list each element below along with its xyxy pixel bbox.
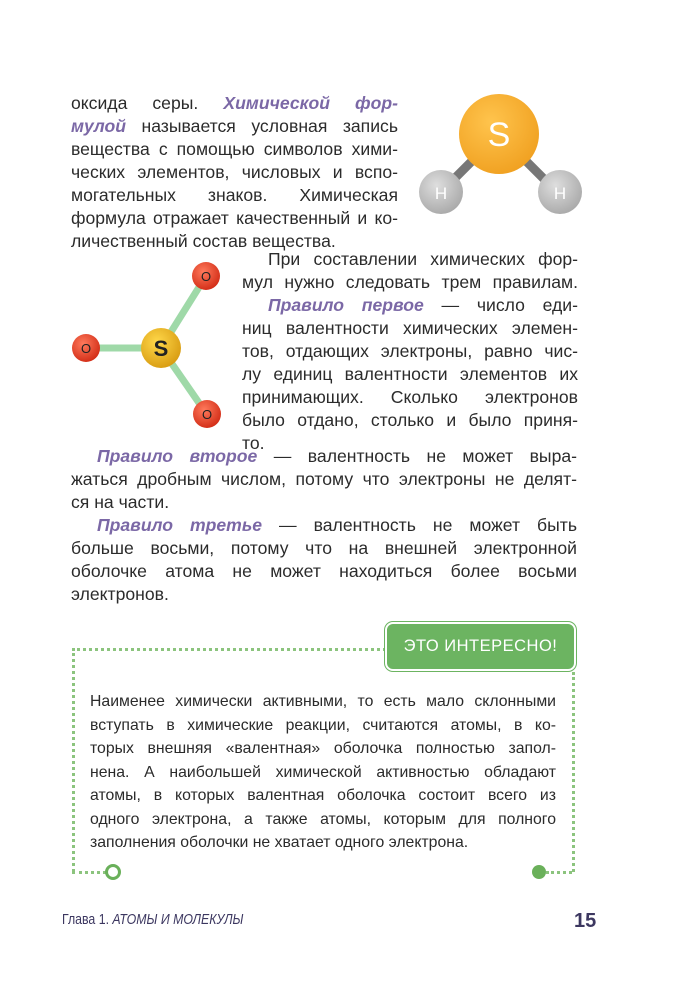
interesting-text (90, 690, 556, 855)
text-line: лу единиц валентности элементов их (242, 364, 578, 384)
h2s-molecule-illustration (414, 84, 584, 224)
text-line: личественный состав вещества. (71, 231, 336, 251)
svg-text:O: O (200, 269, 212, 284)
text-line: атомы, в которых валентная оболочка состоит всего из (90, 787, 556, 804)
svg-text:H: H (553, 184, 567, 203)
text-line: ниц валентности химических элемен- (242, 318, 578, 338)
chapter-title: АТОМЫ И МОЛЕКУЛЫ (112, 912, 244, 928)
footer-chapter (62, 912, 243, 928)
dotted-border-bottom-left (72, 871, 106, 874)
text-line: жаться дробным числом, потому что электроны не делят- (71, 469, 577, 489)
svg-text:O: O (80, 341, 92, 356)
text-line: тов, отдающих электроны, равно чис- (242, 341, 578, 361)
dotted-border-left (72, 648, 75, 872)
chapter-label: Глава 1. (62, 912, 110, 928)
text-line: одного электрона, а также атомы, которым для полного (90, 810, 556, 828)
rule-1-first-line: Правило первое — число еди- (268, 295, 578, 315)
text-line: оксида серы. Химической фор- (71, 93, 398, 113)
text-line: ся на части. (71, 492, 170, 512)
term-highlight: Правило третье (97, 515, 263, 535)
term-highlight: Правило второе (97, 446, 258, 466)
text-line: то. (242, 433, 265, 453)
page-number: 15 (574, 910, 597, 932)
text-line: могательных знаков. Химическая (71, 185, 398, 205)
text-line: заполнения оболочки не хватает одного электрона. (90, 834, 469, 851)
so3-molecule-illustration (66, 258, 246, 438)
text-line: торых внешняя «валентная» оболочка полностью запол- (90, 740, 556, 757)
text-line: Наименее химически активными, то есть мало склонными (90, 693, 556, 710)
text-line: мул нужно следовать трем правилам. (242, 272, 578, 292)
text-line: больше восьми, потому что на внешней электронной (71, 538, 577, 558)
term-highlight: мулой (71, 116, 127, 136)
text-line: При составлении химических фор- (268, 249, 578, 269)
text-line: формула отражает качественный и ко- (71, 208, 398, 228)
text-line: мулой называется условная запись (71, 116, 398, 136)
text-line: принимающих. Сколько электронов (242, 387, 578, 407)
svg-text:S: S (153, 336, 169, 361)
rule-3-first-line: Правило третье — валентность не может быть (97, 515, 577, 535)
text-line: вещества с помощью символов хими- (71, 139, 398, 159)
text-line: вступать в химические реакции, считаются атомы, в ко- (90, 716, 556, 734)
dotted-border-bottom-right (546, 871, 572, 874)
text-line: ческих элементов, числовых и вспо- (71, 162, 398, 182)
ring-end-icon (105, 864, 121, 880)
svg-text:H: H (434, 184, 448, 203)
dotted-border-top (72, 648, 386, 651)
svg-text:O: O (201, 407, 213, 422)
dotted-border-right (572, 672, 575, 872)
term-highlight: Правило первое (268, 295, 424, 315)
svg-text:S: S (487, 116, 511, 154)
rules-2-3 (71, 445, 577, 606)
text-line: электронов. (71, 584, 169, 604)
text-line: оболочке атома не может находиться более восьми (71, 561, 577, 581)
rule-2-first-line: Правило второе — валентность не может выра- (97, 446, 577, 466)
dot-end-icon (532, 865, 546, 879)
paragraph-formula-definition (71, 92, 398, 230)
paragraph-rules-intro (242, 248, 578, 455)
text-line: было отдано, столько и было приня- (242, 410, 578, 430)
text-line: нена. А наибольшей химической активностью обладают (90, 763, 556, 781)
term-highlight: Химической фор- (223, 93, 398, 113)
interesting-badge: ЭТО ИНТЕРЕСНО! (385, 622, 576, 671)
